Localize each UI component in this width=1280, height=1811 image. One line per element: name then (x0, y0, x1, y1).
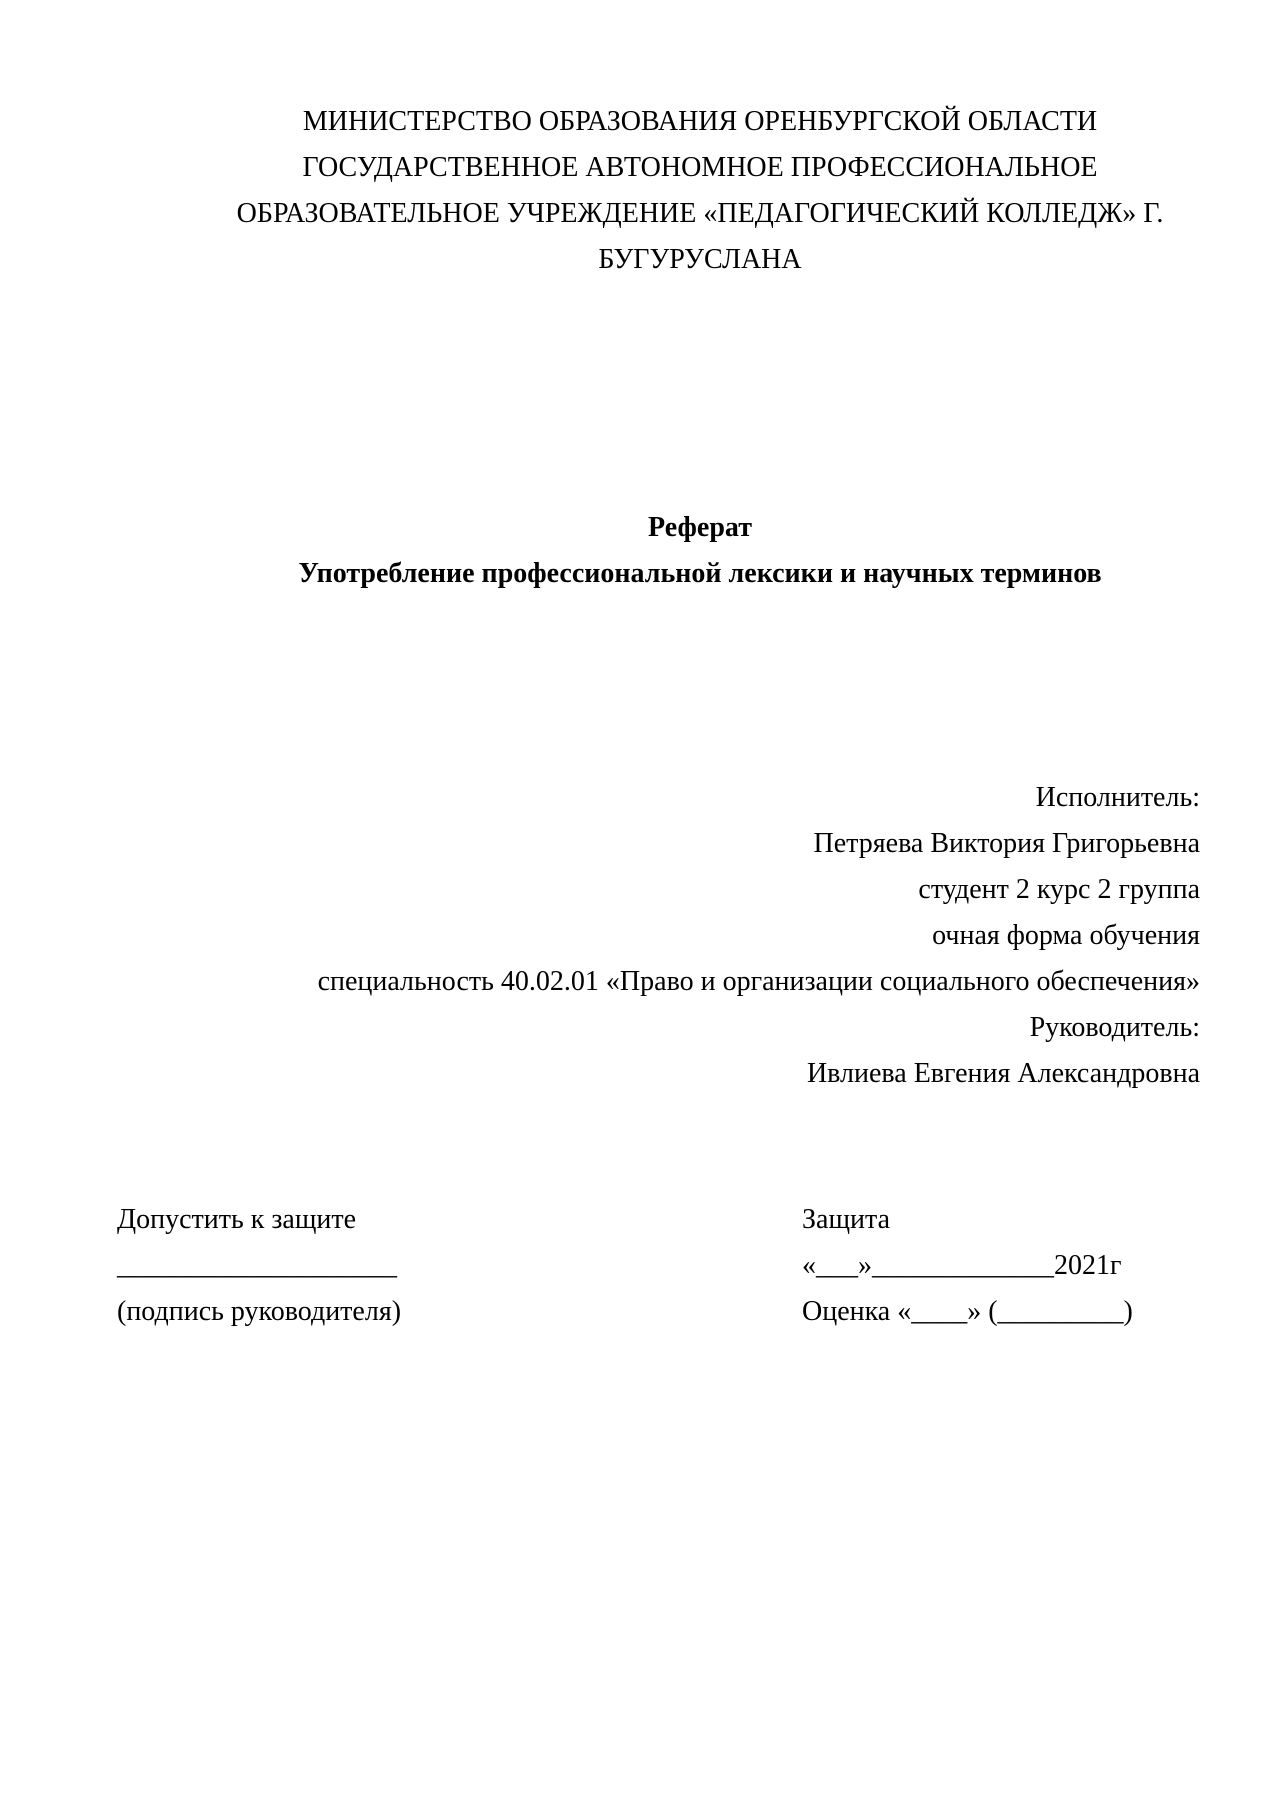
signature-line: ____________________ (117, 1250, 397, 1281)
signature-caption: (подпись руководителя) (117, 1296, 402, 1327)
study-form: очная форма обучения (932, 920, 1200, 951)
performer-name: Петряева Виктория Григорьевна (813, 828, 1200, 859)
header-institution-line2: ОБРАЗОВАТЕЛЬНОЕ УЧРЕЖДЕНИЕ «ПЕДАГОГИЧЕСКИЙ КОЛЛЕДЖ» Г. (236, 198, 1164, 229)
header-institution-line1: ГОСУДАРСТВЕННОЕ АВТОНОМНОЕ ПРОФЕССИОНАЛЬНОЕ (302, 152, 1098, 183)
document-type-title: Реферат (648, 512, 752, 543)
performer-label: Исполнитель: (1035, 782, 1200, 813)
admit-to-defense-label: Допустить к защите (117, 1204, 357, 1235)
header-ministry: МИНИСТЕРСТВО ОБРАЗОВАНИЯ ОРЕНБУРГСКОЙ ОБЛАСТИ (302, 106, 1098, 137)
header-city: БУГУРУСЛАНА (598, 244, 802, 275)
document-topic-title: Употребление профессиональной лексики и научных терминов (298, 558, 1102, 589)
supervisor-name: Ивлиева Евгения Александровна (806, 1058, 1200, 1089)
defense-label: Защита (802, 1204, 891, 1235)
specialty: специальность 40.02.01 «Право и организации социального обеспечения» (317, 966, 1200, 997)
grade-line: Оценка «____» (_________) (802, 1296, 1133, 1327)
defense-date-line: «___»_____________2021г (802, 1250, 1122, 1281)
course-info: студент 2 курс 2 группа (918, 874, 1200, 905)
supervisor-label: Руководитель: (1029, 1012, 1200, 1043)
